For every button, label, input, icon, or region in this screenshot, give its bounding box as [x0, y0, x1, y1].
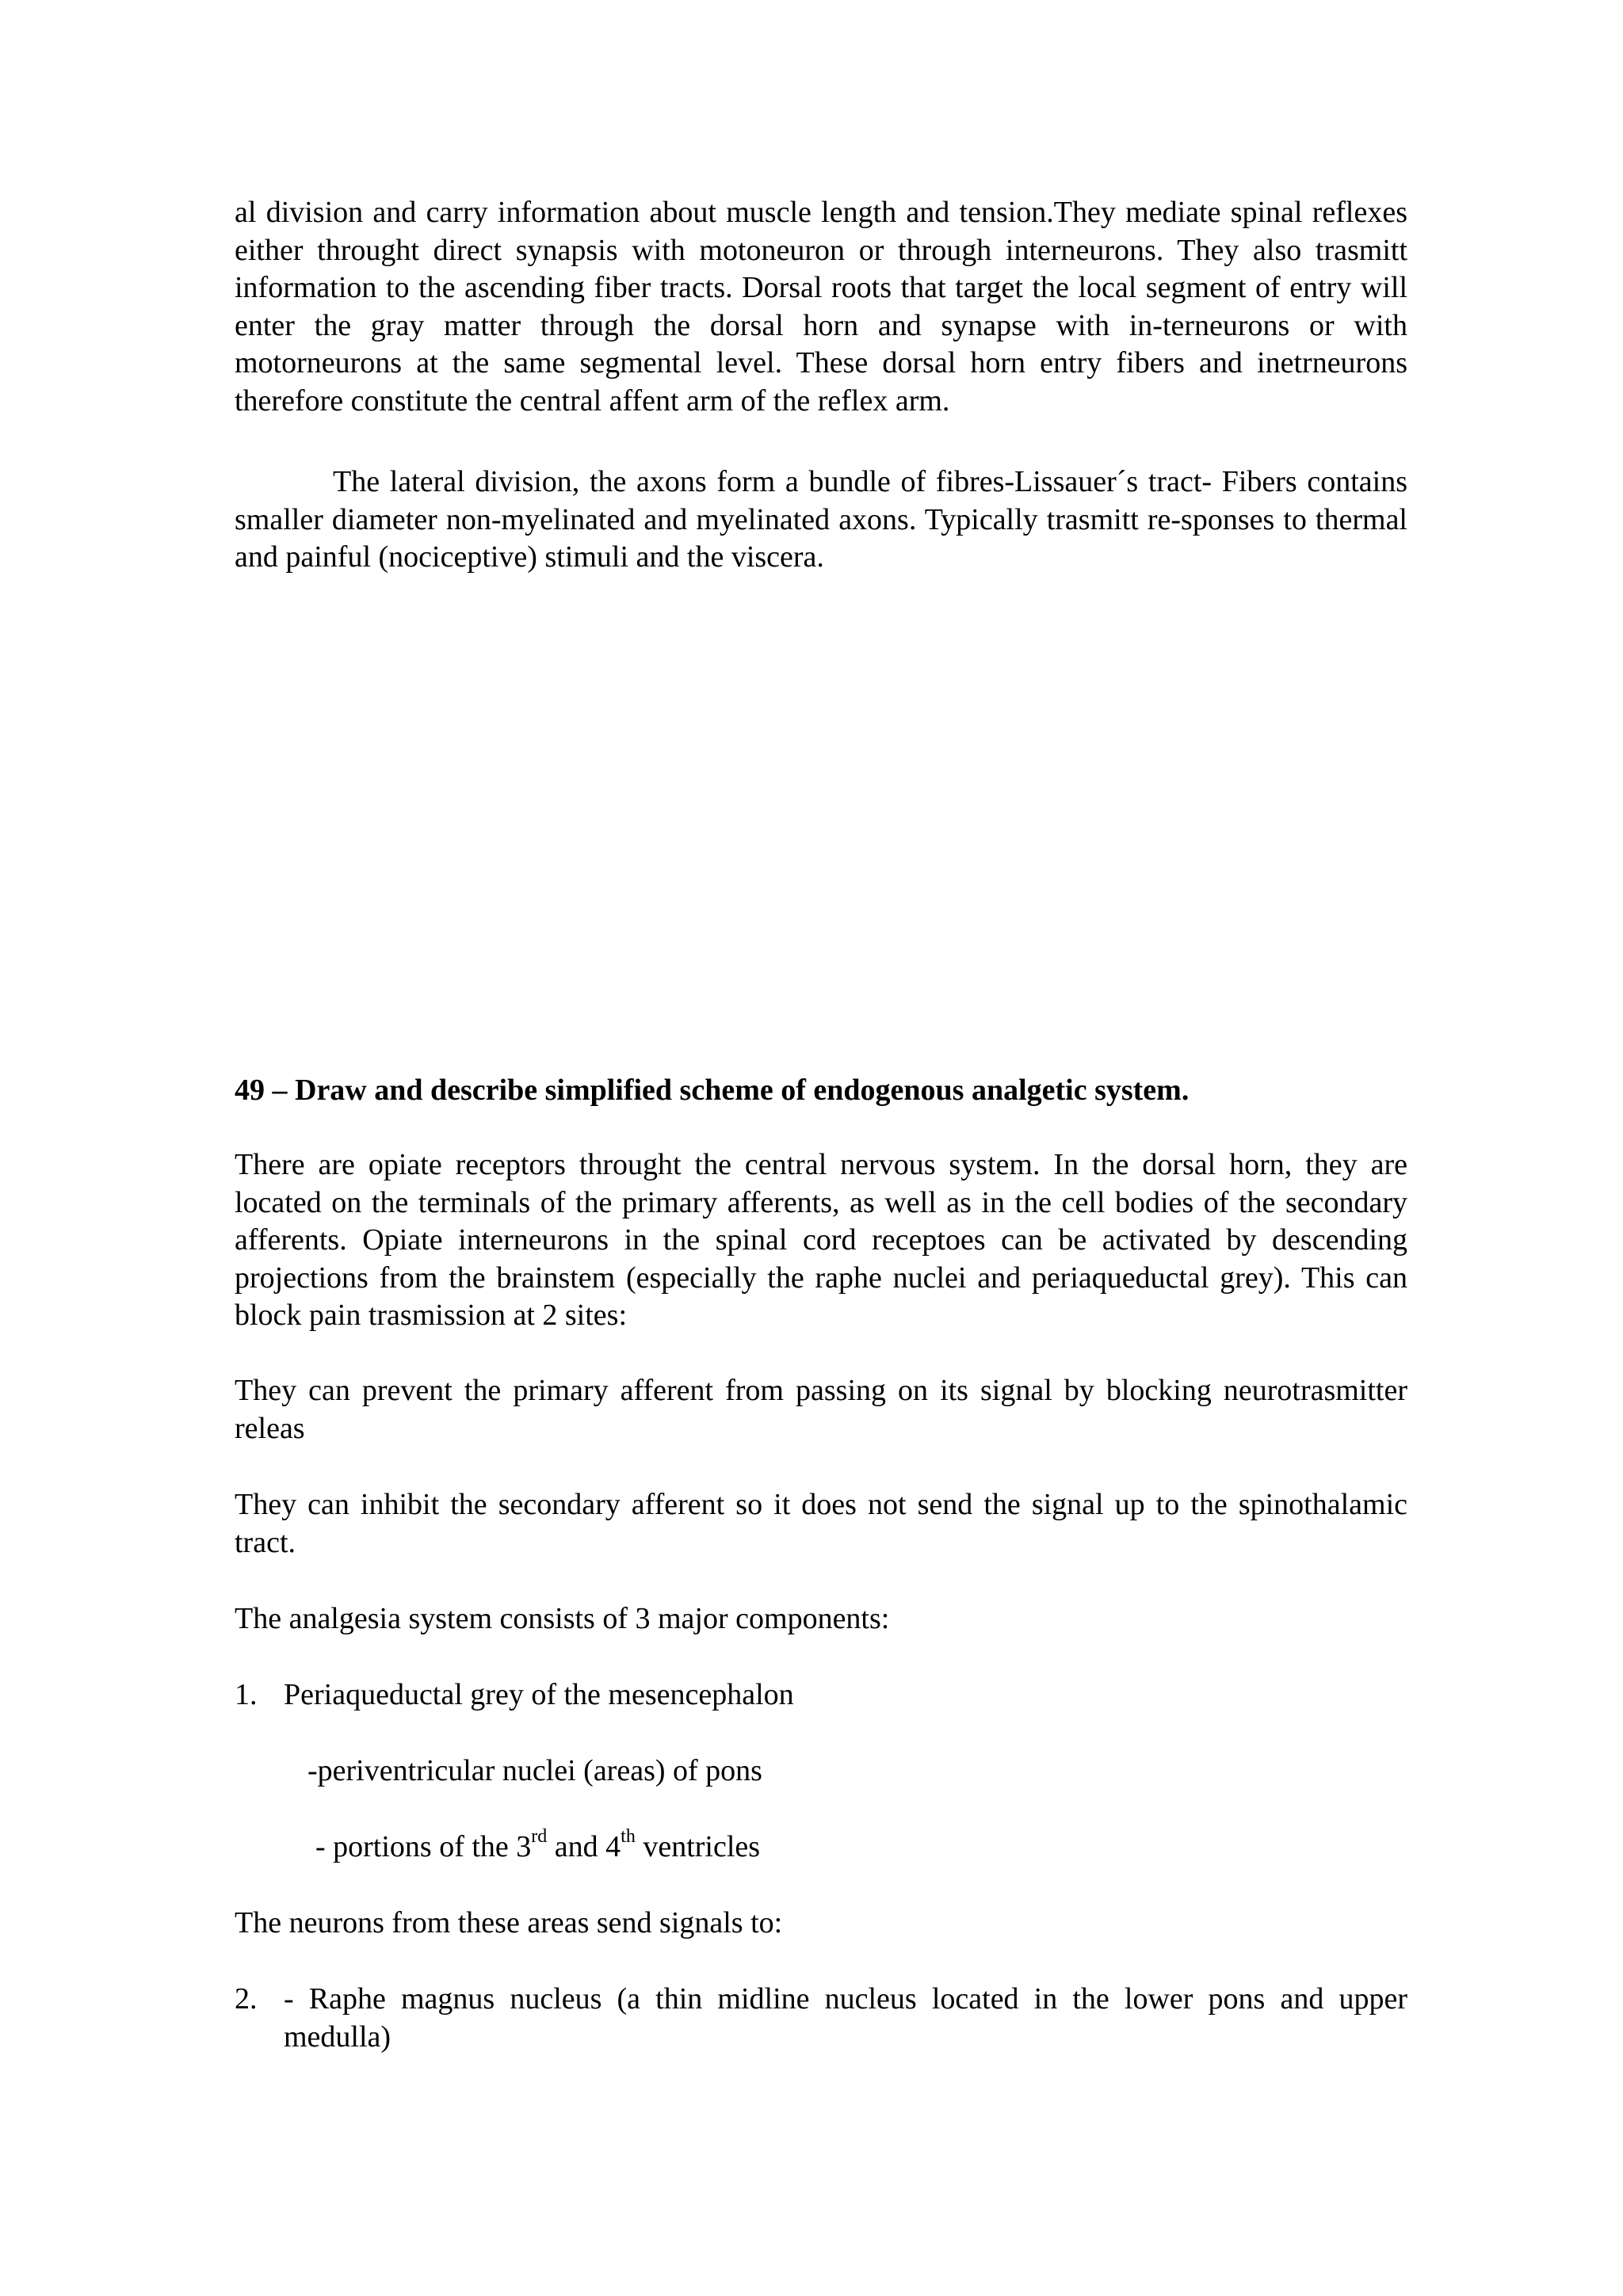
section-heading: 49 – Draw and describe simplified scheme of endogenous analgetic system. — [235, 1074, 1190, 1107]
list-number: 2. — [235, 1982, 258, 2016]
list-item-text: Periaqueductal grey of the mesencephalon — [284, 1678, 794, 1711]
paragraph-analgesia-components: The analgesia system consists of 3 major components: — [235, 1602, 890, 1635]
list-item-text: - Raphe magnus nucleus (a thin midline nucleus located in the lower pons and upper medulla) — [284, 1982, 1407, 2054]
paragraph-primary-afferent: They can prevent the primary afferent from passing on its signal by blocking neurotrasmitter releas — [235, 1374, 1407, 1445]
paragraph-lateral-division: The lateral division, the axons form a bundle of fibres-Lissauer´s tract- Fibers contains smaller diameter non-myelinated and myelinated axons. Typically trasmitt re-sponses to thermal and painful (nociceptive) stimuli and the viscera. — [235, 465, 1407, 574]
paragraph-neurons-send-signals: The neurons from these areas send signals to: — [235, 1906, 783, 1939]
paragraph-dorsal-roots: al division and carry information about muscle length and tension.They mediate spinal reflexes either throught direct synapsis with motoneuron or through interneurons. They also trasmitt information to the ascending fiber tracts. Dorsal roots that target the local segment of entry will enter the gray matter through the dorsal horn and synapse with in-terneurons or with motorneurons at the same segmental level. These dorsal horn entry fibers and inetrneurons therefore constitute the central affent arm of the reflex arm. — [235, 196, 1407, 418]
paragraph-secondary-afferent: They can inhibit the secondary afferent so it does not send the signal up to the spinothalamic tract. — [235, 1488, 1407, 1559]
paragraph-opiate-receptors: There are opiate receptors throught the central nervous system. In the dorsal horn, they are located on the terminals of the primary afferents, as well as in the cell bodies of the secondary afferents. Opiate interneurons in the spinal cord receptoes can be activated by descending projections from the brainstem (especially the raphe nuclei and periaqueductal grey). This can block pain trasmission at 2 sites: — [235, 1148, 1407, 1332]
list-subitem-ventricles: - portions of the 3rd and 4th ventricles — [315, 1826, 761, 1863]
list-item-2 — [235, 1981, 1407, 2056]
list-number: 1. — [235, 1678, 258, 1711]
list-subitem-periventricular: -periventricular nuclei (areas) of pons — [307, 1754, 762, 1787]
